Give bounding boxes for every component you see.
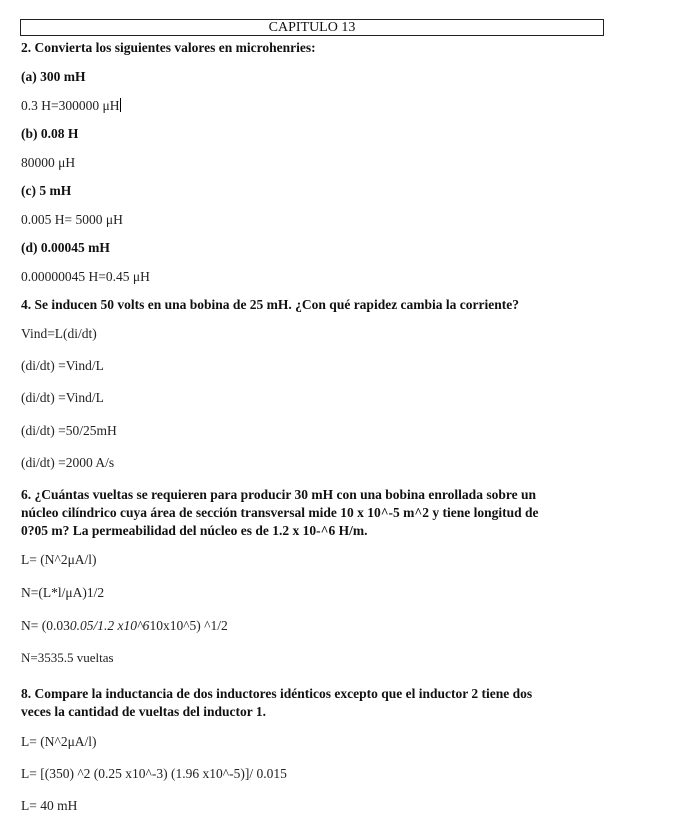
question-2c-answer: 0.005 H= 5000 μH bbox=[21, 212, 123, 227]
chapter-title: CAPITULO 13 bbox=[20, 19, 604, 36]
question-8-formula: L= (N^2μA/l) bbox=[21, 734, 97, 749]
question-8-formula: L= [(350) ^2 (0.25 x10^-3) (1.96 x10^-5)]/ 0.015 bbox=[21, 766, 287, 781]
question-2b-answer: 80000 μH bbox=[21, 155, 76, 170]
question-8-result: L= 40 mH bbox=[21, 798, 78, 813]
question-2a-answer[interactable] bbox=[21, 98, 121, 114]
question-8-prompt-line: veces la cantidad de vueltas del inductor 1. bbox=[21, 704, 267, 719]
question-6-formula: N=(L*l/μA)1/2 bbox=[21, 585, 105, 600]
question-6-formula bbox=[21, 618, 228, 634]
question-2d-answer: 0.00000045 H=0.45 μH bbox=[21, 269, 150, 284]
question-6-prompt-line: 0?05 m? La permeabilidad del núcleo es de 1.2 x 10-^6 H/m. bbox=[21, 523, 368, 538]
question-4-line: (di/dt) =2000 A/s bbox=[21, 455, 115, 470]
question-4-line: (di/dt) =Vind/L bbox=[21, 358, 104, 373]
question-4-line: (di/dt) =50/25mH bbox=[21, 423, 117, 438]
answer-text: 0.3 H=300000 μH bbox=[21, 98, 120, 113]
question-8-prompt-line: 8. Compare la inductancia de dos inductores idénticos excepto que el inductor 2 tiene dos bbox=[21, 686, 533, 701]
formula-part: N= (0.03 bbox=[21, 618, 70, 633]
question-6-prompt-line: 6. ¿Cuántas vueltas se requieren para producir 30 mH con una bobina enrollada sobre un bbox=[21, 487, 536, 502]
question-2d-label: (d) 0.00045 mH bbox=[21, 240, 110, 255]
formula-part: 10x10^5) ^1/2 bbox=[149, 618, 228, 633]
question-6-prompt-line: núcleo cilíndrico cuya área de sección transversal mide 10 x 10^-5 m^2 y tiene longitud de bbox=[21, 505, 539, 520]
question-2b-label: (b) 0.08 H bbox=[21, 126, 79, 141]
question-6-formula: L= (N^2μA/l) bbox=[21, 552, 97, 567]
question-2c-label: (c) 5 mH bbox=[21, 183, 72, 198]
formula-italic-part: 0.05/1.2 x10^6 bbox=[69, 618, 150, 633]
question-2-prompt: 2. Convierta los siguientes valores en microhenries: bbox=[21, 40, 316, 55]
question-4-prompt: 4. Se inducen 50 volts en una bobina de 25 mH. ¿Con qué rapidez cambia la corriente? bbox=[21, 297, 520, 312]
question-4-line: (di/dt) =Vind/L bbox=[21, 390, 104, 405]
text-cursor bbox=[120, 98, 121, 112]
question-6-result: N=3535.5 vueltas bbox=[21, 650, 114, 665]
question-4-line: Vind=L(di/dt) bbox=[21, 326, 97, 341]
question-2a-label: (a) 300 mH bbox=[21, 69, 86, 84]
